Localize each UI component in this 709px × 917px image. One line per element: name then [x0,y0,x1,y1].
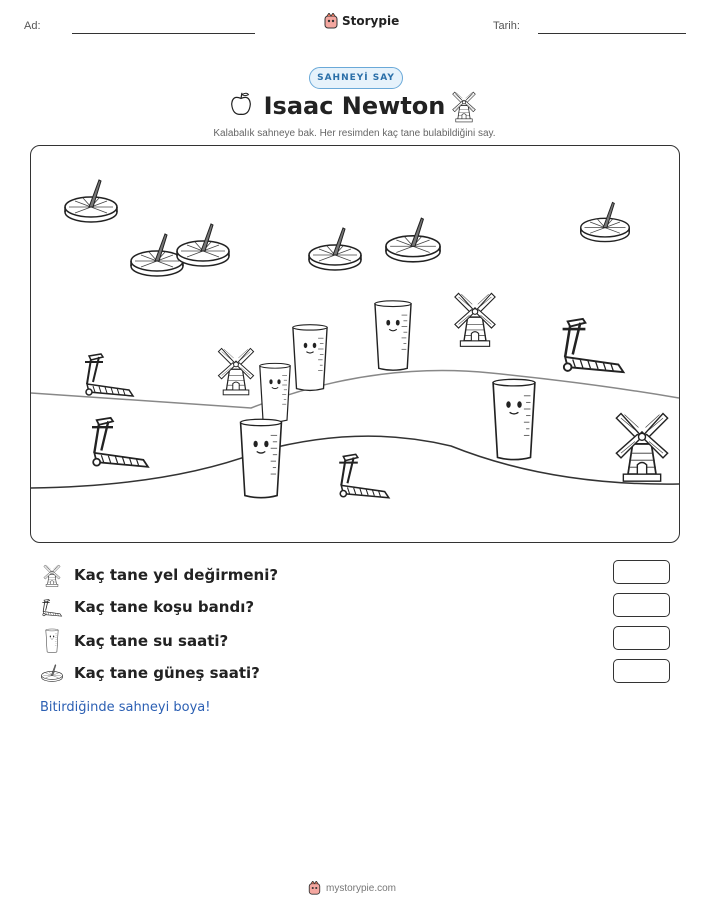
water-clock-3 [260,363,290,421]
windmill-icon [40,562,64,588]
water-clock-5 [241,419,282,497]
question-text: Kaç tane yel değirmeni? [74,566,279,584]
footer-url[interactable]: mystorypie.com [326,882,397,894]
sundial-2 [131,234,183,276]
storypie-logo-icon [308,881,321,895]
activity-badge: SAHNEYİ SAY [309,67,403,89]
treadmill-icon [40,595,64,619]
windmill-3 [616,414,667,482]
finish-instruction: Bitirdiğinde sahneyi boya! [40,700,211,715]
windmill-2 [455,293,495,346]
date-label: Tarih: [493,20,520,32]
water-clock-4 [493,379,535,459]
question-sundial [40,661,260,685]
water-clock-2 [375,301,411,370]
sundial-icon [40,661,64,685]
water-clock-1 [293,325,327,391]
brand-logo [324,13,399,29]
sundial-4 [309,228,361,270]
windmill-1 [218,348,253,394]
scene-canvas [31,146,679,542]
storypie-logo-icon [324,13,338,29]
treadmill-4 [563,319,624,372]
sundial-6 [581,202,630,241]
water-clock-icon [40,628,64,654]
question-windmill [40,562,278,588]
answer-box-water-clock[interactable] [613,626,670,650]
sundial-5 [386,218,440,262]
page-title: Isaac Newton [263,92,446,120]
treadmill-1 [85,354,133,396]
name-label: Ad: [24,20,41,32]
sundial-1 [65,180,117,222]
question-treadmill [40,595,254,619]
brand-name: Storypie [342,14,400,28]
counting-scene[interactable] [30,145,680,543]
answer-box-sundial[interactable] [613,659,670,683]
footer [308,881,396,895]
name-line[interactable] [72,33,255,34]
answer-box-treadmill[interactable] [613,593,670,617]
question-text: Kaç tane koşu bandı? [74,598,255,616]
question-text: Kaç tane su saati? [74,632,229,650]
question-text: Kaç tane güneş saati? [74,664,260,682]
answer-box-windmill[interactable] [613,560,670,584]
sundial-3 [177,224,229,266]
instructions: Kalabalık sahneye bak. Her resimden kaç tane bulabildiğini say. [213,128,496,139]
windmill-icon [448,88,480,124]
question-water-clock [40,628,228,654]
treadmill-3 [339,454,389,497]
date-line[interactable] [538,33,686,34]
treadmill-2 [92,418,148,467]
